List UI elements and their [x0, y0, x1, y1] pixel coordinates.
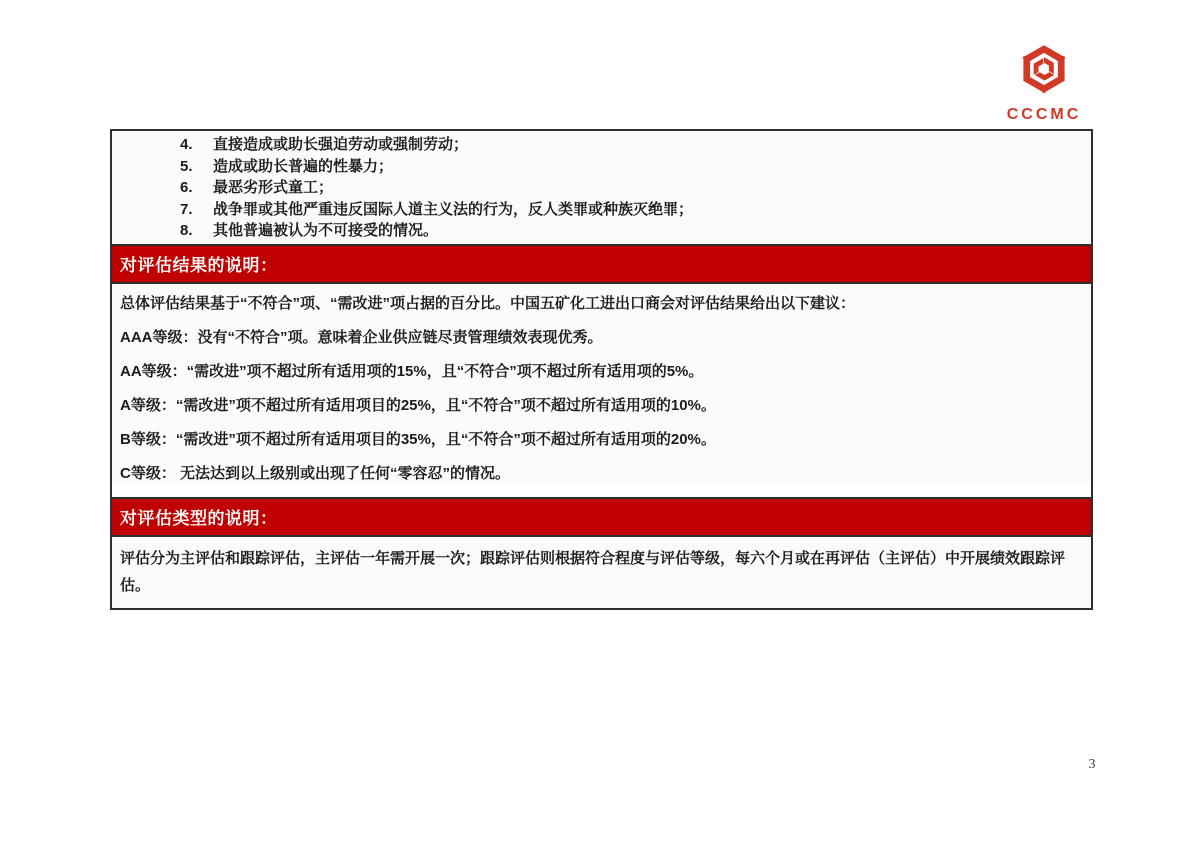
- cccmc-logo-text: CCCMC: [1006, 106, 1082, 123]
- content-table: [110, 129, 1093, 610]
- type-section-body: 评估分为主评估和跟踪评估，主评估一年需开展一次；跟踪评估则根据符合程度与评估等级，每六个月或在再评估（主评估）中开展绩效跟踪评估。: [112, 537, 1091, 608]
- grade-aaa-text: AAA等级：没有“不符合”项。意味着企业供应链尽责管理绩效表现优秀。: [120, 328, 603, 346]
- list-item-number: 7.: [180, 200, 193, 218]
- list-item: [180, 199, 1083, 221]
- list-item-text: 造成或助长普遍的性暴力；: [213, 157, 394, 175]
- list-item-text: 战争罪或其他严重违反国际人道主义法的行为，反人类罪或种族灭绝罪；: [213, 200, 694, 218]
- list-item-number: 4.: [180, 136, 193, 153]
- list-item-number: 6.: [180, 179, 193, 197]
- list-item: [180, 156, 1083, 178]
- list-item: [180, 177, 1083, 199]
- result-intro-text: 总体评估结果基于“不符合”项、“需改进”项占据的百分比。中国五矿化工进出口商会对评估结果给出以下建议：: [120, 294, 856, 312]
- result-section-body: [112, 284, 1091, 484]
- cccmc-hexagon-logo-icon: [998, 34, 1090, 104]
- grade-a-text: A等级：“需改进”项不超过所有适用项目的25%，且“不符合”项不超过所有适用项的10%。: [120, 396, 716, 414]
- list-item-text: 最恶劣形式童工；: [213, 179, 334, 197]
- grade-aa-text: AA等级：“需改进”项不超过所有适用项的15%，且“不符合”项不超过所有适用项的5%。: [120, 362, 704, 380]
- type-section-header-bar: 对评估类型的说明：: [112, 497, 1091, 537]
- cccmc-logo: [998, 34, 1090, 124]
- list-item-number: 5.: [180, 157, 193, 175]
- list-item-number: 8.: [180, 222, 193, 240]
- list-item-text: 直接造成或助长强迫劳动或强制劳动；: [213, 136, 469, 153]
- list-item: [180, 134, 1083, 156]
- page-number: 3: [1088, 757, 1096, 772]
- zero-tolerance-list: [112, 131, 1091, 244]
- list-item-text: 其他普遍被认为不可接受的情况。: [213, 222, 439, 240]
- grade-b-text: B等级：“需改进”项不超过所有适用项目的35%，且“不符合”项不超过所有适用项的20%。: [120, 430, 716, 448]
- grade-c-text: C等级： 无法达到以上级别或出现了任何“零容忍”的情况。: [120, 464, 511, 482]
- result-section-header-bar: 对评估结果的说明：: [112, 244, 1091, 284]
- list-item: [180, 220, 1083, 242]
